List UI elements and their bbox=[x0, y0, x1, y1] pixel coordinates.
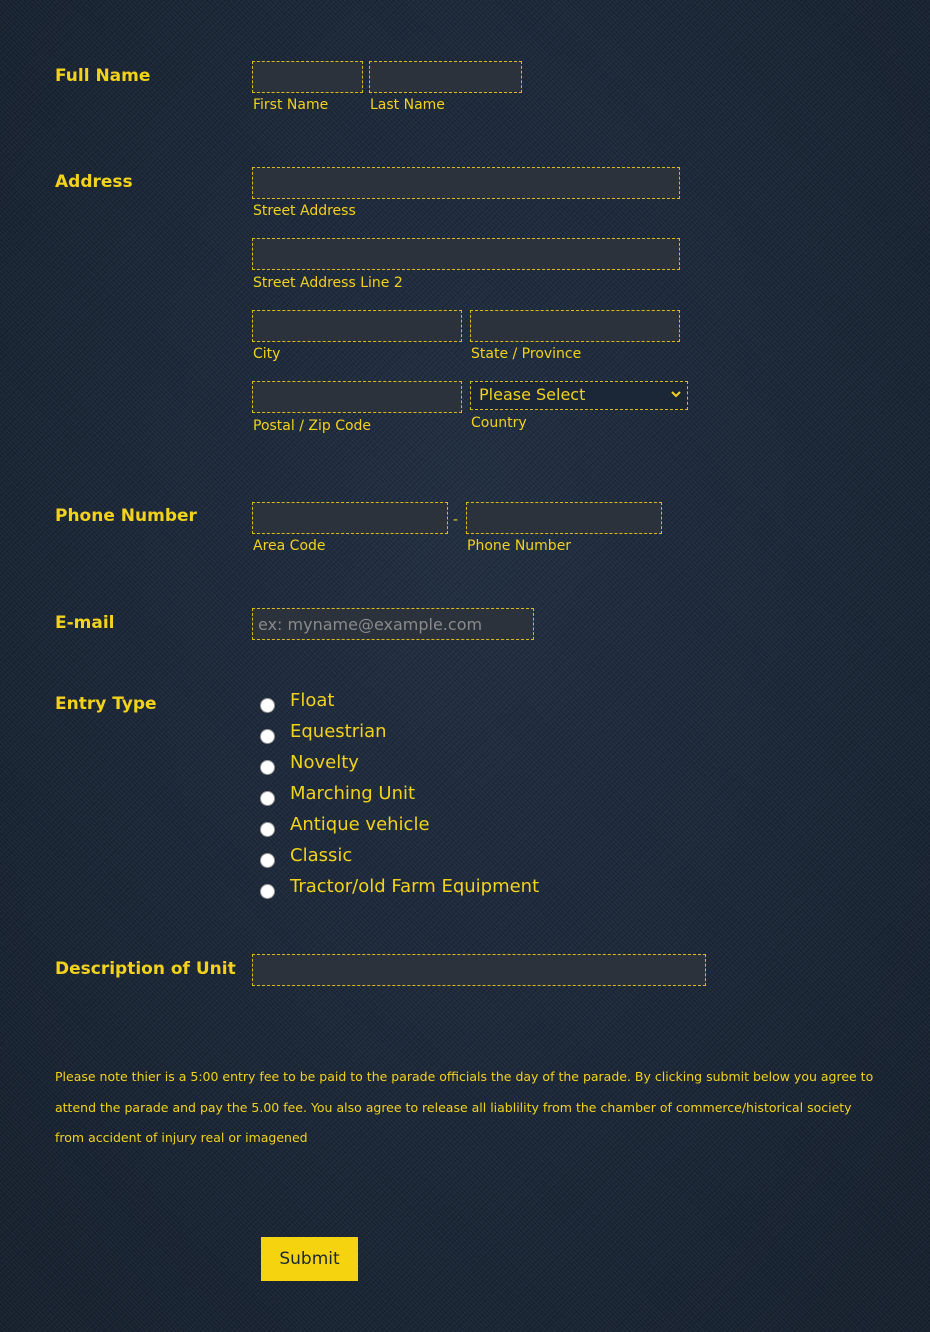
radio-button[interactable] bbox=[260, 884, 275, 899]
phone-number-input[interactable] bbox=[466, 502, 662, 534]
entry-type-label: Entry Type bbox=[55, 694, 157, 714]
description-input[interactable] bbox=[252, 954, 706, 986]
radio-label: Marching Unit bbox=[290, 783, 416, 804]
last-name-input[interactable] bbox=[369, 61, 522, 93]
radio-button[interactable] bbox=[260, 822, 275, 837]
country-select[interactable] bbox=[470, 381, 688, 410]
radio-label: Float bbox=[290, 690, 335, 711]
radio-label: Tractor/old Farm Equipment bbox=[290, 876, 540, 897]
city-input[interactable] bbox=[252, 310, 462, 342]
street-address-sublabel: Street Address bbox=[253, 203, 356, 219]
fee-notice-text: Please note thier is a 5:00 entry fee to be paid to the parade officials the day of the parade. By clicking submit below you agree to attend the parade and pay the 5.00 fee. You also agree to release all liablility from the chamber of commerce/historical society from accident of injury real or imagened bbox=[55, 1069, 874, 1145]
submit-button[interactable]: Submit bbox=[261, 1237, 358, 1281]
phone-number-label: Phone Number bbox=[55, 506, 197, 526]
email-placeholder: ex: myname@example.com bbox=[258, 615, 483, 634]
email-input[interactable] bbox=[252, 608, 534, 640]
radio-button[interactable] bbox=[260, 791, 275, 806]
street-address-input[interactable] bbox=[252, 167, 680, 199]
chevron-down-icon bbox=[671, 389, 681, 399]
street-address-line2-sublabel: Street Address Line 2 bbox=[253, 275, 403, 291]
first-name-sublabel: First Name bbox=[253, 97, 329, 113]
radio-label: Classic bbox=[290, 845, 353, 866]
postal-code-sublabel: Postal / Zip Code bbox=[253, 418, 372, 434]
radio-label: Equestrian bbox=[290, 721, 387, 742]
phone-number-sublabel: Phone Number bbox=[467, 538, 572, 554]
radio-button[interactable] bbox=[260, 698, 275, 713]
radio-button[interactable] bbox=[260, 760, 275, 775]
city-sublabel: City bbox=[253, 346, 281, 362]
area-code-sublabel: Area Code bbox=[253, 538, 326, 554]
full-name-label: Full Name bbox=[55, 66, 151, 86]
country-select-value: Please Select bbox=[479, 385, 586, 404]
postal-code-input[interactable] bbox=[252, 381, 462, 413]
radio-button[interactable] bbox=[260, 729, 275, 744]
phone-separator: - bbox=[453, 512, 459, 528]
radio-label: Novelty bbox=[290, 752, 359, 773]
email-label: E-mail bbox=[55, 613, 115, 633]
radio-label: Antique vehicle bbox=[290, 814, 430, 835]
state-province-sublabel: State / Province bbox=[471, 346, 582, 362]
first-name-input[interactable] bbox=[252, 61, 363, 93]
radio-button[interactable] bbox=[260, 853, 275, 868]
address-label: Address bbox=[55, 172, 133, 192]
area-code-input[interactable] bbox=[252, 502, 448, 534]
street-address-line2-input[interactable] bbox=[252, 238, 680, 270]
description-label: Description of Unit bbox=[55, 959, 236, 979]
state-province-input[interactable] bbox=[470, 310, 680, 342]
last-name-sublabel: Last Name bbox=[370, 97, 445, 113]
country-sublabel: Country bbox=[471, 415, 527, 431]
